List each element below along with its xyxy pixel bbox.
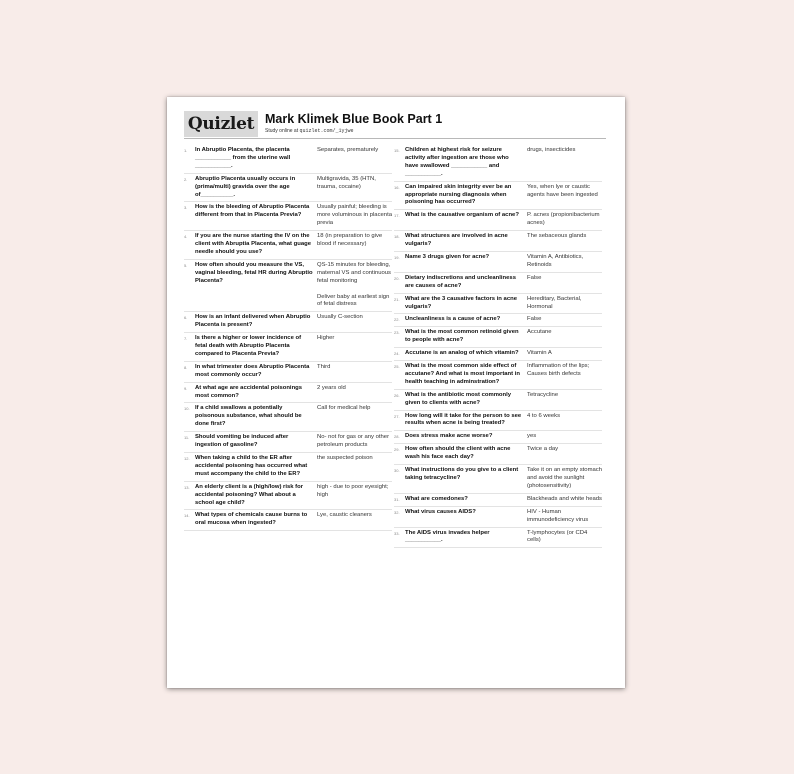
- document-page: [167, 97, 625, 688]
- card-number: 6.: [184, 315, 188, 321]
- card-number: 18.: [394, 234, 400, 240]
- card-number: 3.: [184, 205, 188, 211]
- card-number: 26.: [394, 392, 400, 398]
- flashcard-row: [394, 444, 602, 465]
- flashcard-row: [394, 494, 602, 507]
- card-answer: Separates, prematurely: [317, 147, 379, 153]
- card-answer: 18 (in preparation to give blood if necessary): [317, 233, 383, 248]
- card-question: How long will it take for the person to see results when acne is being treated?: [405, 412, 522, 427]
- card-question: What are comedones?: [405, 495, 468, 502]
- card-number: 11.: [184, 435, 190, 441]
- card-question: Can impaired skin integrity ever be an appropriate nursing diagnosis when poisoning has occurred?: [405, 183, 512, 206]
- flashcard-row: [184, 510, 392, 531]
- card-question: How often should you measure the VS, vaginal bleeding, fetal HR during Abruptio Placenta?: [195, 261, 313, 284]
- card-number: 23.: [394, 330, 400, 336]
- card-answer: Blackheads and white heads: [527, 495, 602, 502]
- flashcard-row: [394, 252, 602, 273]
- card-answer: Twice a day: [527, 446, 559, 453]
- card-answer: No- not for gas or any other petroleum products: [317, 434, 390, 449]
- card-number: 1.: [184, 148, 188, 153]
- card-question: What structures are involved in acne vulgaris?: [405, 233, 508, 248]
- flashcard-row: [394, 182, 602, 211]
- card-number: 25.: [394, 364, 400, 370]
- flashcard-row: [184, 260, 392, 312]
- card-answer: Usually painful; bleeding is more voluminous in placenta previa: [317, 204, 392, 227]
- flashcard-row: [184, 333, 392, 362]
- card-number: 28.: [394, 434, 400, 440]
- card-question: How is an infant delivered when Abruptio Placenta is present?: [195, 314, 311, 329]
- flashcard-row: [184, 174, 392, 203]
- card-question: Dietary indiscretions and uncleanliness are causes of acne?: [405, 274, 516, 289]
- flashcard-row: [394, 361, 602, 390]
- card-answer: Hereditary, Bacterial, Hormonal: [527, 295, 582, 310]
- card-number: 4.: [184, 234, 188, 240]
- study-url-link[interactable]: quizlet.com/_1yjwe: [299, 128, 354, 134]
- card-answer: Inflammation of the lips; Causes birth defects: [527, 363, 590, 377]
- flashcard-row: [184, 403, 392, 432]
- card-number: 31.: [394, 496, 400, 502]
- card-number: 2.: [184, 176, 188, 182]
- card-number: 7.: [184, 336, 188, 342]
- flashcard-row: [394, 465, 602, 494]
- flashcard-row: [184, 432, 392, 453]
- card-question: What is the most common side effect of accutane? And what is most important in health teaching in adminstration?: [405, 363, 520, 385]
- card-answer: 2 years old: [317, 384, 346, 391]
- card-question: Accutane is an analog of which vitamin?: [405, 350, 519, 357]
- card-number: 9.: [184, 385, 188, 391]
- card-question: What instructions do you give to a client taking tetracycline?: [405, 467, 519, 481]
- card-number: 17.: [394, 213, 400, 219]
- card-number: 5.: [184, 262, 188, 268]
- card-question: An elderly client is a (high/low) risk for accidental poisoning? What about a school age child?: [195, 483, 304, 506]
- quizlet-logo: Quizlet: [184, 111, 258, 137]
- flashcard-row: [184, 145, 392, 174]
- flashcard-row: [184, 362, 392, 383]
- card-answer: Usually C-section: [317, 314, 363, 321]
- flashcard-row: [184, 453, 392, 482]
- card-question: What is the most common retinoid given to people with acne?: [405, 329, 519, 344]
- card-number: 20.: [394, 275, 400, 281]
- card-question: What is the antibiotic most commonly given to clients with acne?: [405, 391, 512, 406]
- card-question: What virus causes AIDS?: [405, 508, 476, 515]
- card-number: 12.: [184, 456, 190, 461]
- card-question: Does stress make acne worse?: [405, 433, 493, 440]
- card-answer: P. acnes (propionibacterium acnes): [527, 212, 600, 227]
- card-answer: yes: [527, 433, 537, 440]
- flashcard-row: [394, 273, 602, 294]
- card-answer: Call for medical help: [317, 405, 371, 412]
- card-question: The AIDS virus invades helper ___________.: [405, 529, 490, 544]
- flashcard-row: [394, 231, 602, 252]
- flashcard-row: [184, 312, 392, 333]
- flashcard-row: [394, 210, 602, 231]
- subtitle-prefix: Study online at: [265, 128, 300, 134]
- flashcard-row: [394, 145, 602, 182]
- card-number: 16.: [394, 184, 400, 190]
- card-number: 33.: [394, 530, 400, 536]
- left-column: [184, 145, 392, 531]
- card-number: 10.: [184, 406, 190, 412]
- card-number: 8.: [184, 364, 188, 370]
- card-answer: drugs, insecticides: [527, 147, 576, 153]
- card-question: Uncleanliness is a cause of acne?: [405, 316, 501, 323]
- right-column: [394, 145, 602, 548]
- flashcard-row: [184, 482, 392, 511]
- card-answer: The sebaceous glands: [527, 233, 587, 240]
- card-question: Should vomiting be induced after ingestion of gasoline?: [195, 434, 289, 449]
- card-answer: Accutane: [527, 329, 552, 336]
- card-number: 22.: [394, 317, 400, 323]
- card-question: What types of chemicals cause burns to oral mucosa when ingested?: [195, 512, 308, 527]
- card-question: Name 3 drugs given for acne?: [405, 253, 490, 260]
- page-header: [184, 111, 606, 139]
- card-question: What are the 3 causative factors in acne vulgaris?: [405, 295, 517, 310]
- card-question: When taking a child to the ER after accidental poisoning has occurred what must accompany the child to the ER?: [195, 455, 308, 477]
- card-answer: QS-15 minutes for bleeding, maternal VS and continuous fetal monitoring Deliver baby at earliest sign of fetal distress: [317, 261, 392, 308]
- page-title: Mark Klimek Blue Book Part 1: [265, 112, 443, 126]
- card-number: 21.: [394, 296, 400, 302]
- card-number: 15.: [394, 148, 400, 153]
- card-question: Children at highest risk for seizure activity after ingestion are those who have swallowed ___________ and ___________.: [405, 147, 509, 177]
- card-answer: Tetracycline: [527, 391, 559, 398]
- flashcard-row: [394, 431, 602, 444]
- card-answer: the suspected poison: [317, 455, 373, 461]
- flashcard-row: [394, 348, 602, 361]
- card-question: If a child swallows a potentially poisonous substance, what should be done first?: [195, 405, 302, 428]
- flashcard-row: [394, 327, 602, 348]
- flashcard-row: [184, 231, 392, 260]
- card-answer: Lye, caustic cleaners: [317, 512, 372, 519]
- card-question: How is the bleeding of Abruptio Placenta different from that in Placenta Previa?: [195, 204, 310, 219]
- flashcard-row: [184, 383, 392, 404]
- card-answer: Multigravida, 35 (HTN, trauma, cocaine): [317, 175, 376, 190]
- card-number: 14.: [184, 513, 190, 519]
- card-question: If you are the nurse starting the IV on the client with Abruptia Placenta, what guage needle should you use?: [195, 233, 311, 255]
- card-answer: Take it on an empty stomach and avoid the sunlight (photosensitivity): [527, 467, 602, 489]
- card-question: Is there a higher or lower incidence of fetal death with Abruptio Placenta compared to Placenta Previa?: [195, 335, 302, 357]
- flashcard-row: [394, 314, 602, 327]
- card-answer: False: [527, 274, 542, 281]
- card-question: At what age are accidental poisonings most common?: [195, 384, 303, 399]
- card-answer: T-lymphocytes (or CD4 cells): [527, 529, 588, 544]
- flashcard-row: [394, 507, 602, 528]
- flashcard-row: [394, 294, 602, 315]
- card-answer: Yes, when lye or caustic agents have been ingested: [527, 183, 598, 198]
- flashcard-row: [394, 528, 602, 549]
- card-question: What is the causative organism of acne?: [405, 212, 519, 219]
- card-number: 30.: [394, 468, 400, 474]
- card-number: 19.: [394, 254, 400, 260]
- card-answer: Higher: [317, 335, 335, 342]
- card-answer: False: [527, 316, 542, 323]
- card-number: 29.: [394, 447, 400, 453]
- card-question: Abruptio Placenta usually occurs in (prima/multi) gravida over the age of__________.: [195, 175, 296, 198]
- flashcard-row: [394, 411, 602, 432]
- card-question: In what trimester does Abruptio Placenta most commonly occur?: [195, 363, 310, 378]
- card-answer: Vitamin A, Antibiotics, Retinoids: [527, 253, 584, 268]
- card-number: 24.: [394, 351, 400, 357]
- card-number: 13.: [184, 484, 190, 490]
- card-answer: Vitamin A: [527, 350, 552, 357]
- card-number: 32.: [394, 509, 400, 515]
- card-question: How often should the client with acne wash his face each day?: [405, 446, 511, 461]
- card-answer: high - due to poor eyesight; high: [317, 483, 389, 498]
- card-answer: Third: [317, 363, 331, 370]
- flashcard-row: [184, 202, 392, 231]
- page-subtitle: [265, 128, 353, 134]
- flashcard-row: [394, 390, 602, 411]
- card-answer: 4 to 6 weeks: [527, 412, 561, 419]
- card-number: 27.: [394, 413, 400, 419]
- card-answer: HIV - Human immunodeficiency virus: [527, 508, 589, 523]
- card-question: In Abruptio Placenta, the placenta ___________ from the uterine wall ___________.: [195, 147, 291, 169]
